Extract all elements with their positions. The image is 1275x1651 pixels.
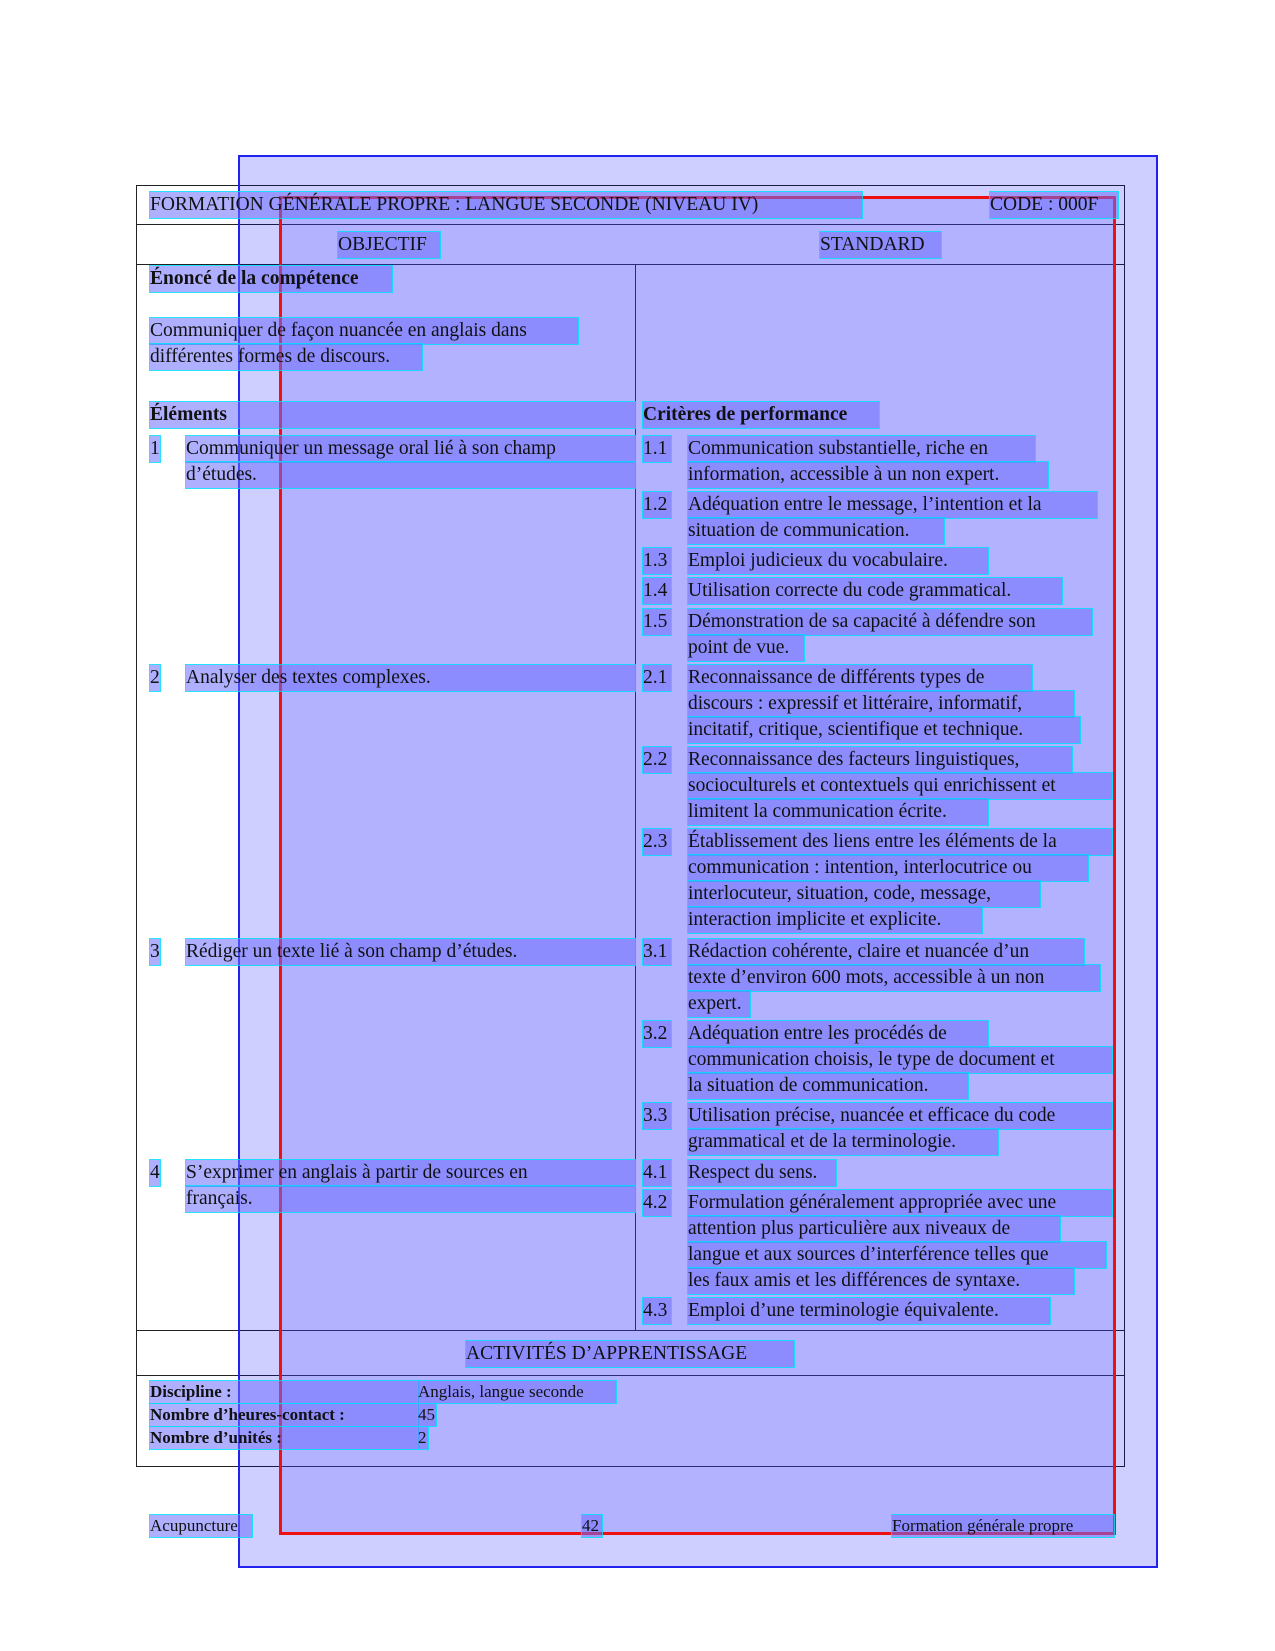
discipline-label: Discipline : — [150, 1381, 418, 1403]
element-3-line-1: Rédiger un texte lié à son champ d’études. — [186, 939, 635, 965]
critere-2-3-line-3: interlocuteur, situation, code, message, — [688, 881, 1040, 907]
critere-4-2-line-2: attention plus particulière aux niveaux de — [688, 1216, 1060, 1242]
critere-3-2-num: 3.2 — [643, 1021, 671, 1047]
footer-page-number: 42 — [582, 1515, 602, 1537]
unites-label: Nombre d’unités : — [150, 1427, 418, 1449]
column-standard: STANDARD — [820, 232, 941, 258]
element-1-line-2: d’études. — [186, 462, 635, 488]
critere-2-3-line-4: interaction implicite et explicite. — [688, 907, 982, 933]
critere-3-1-num: 3.1 — [643, 939, 671, 965]
critere-4-2-line-1: Formulation généralement appropriée avec une — [688, 1190, 1112, 1216]
critere-2-3-line-1: Établissement des liens entre les éléments de la — [688, 829, 1112, 855]
critere-4-2-line-4: les faux amis et les différences de syntaxe. — [688, 1268, 1074, 1294]
discipline-value: Anglais, langue seconde — [418, 1381, 616, 1403]
enonce-line-2: différentes formes de discours. — [150, 344, 422, 370]
element-4-line-1: S’exprimer en anglais à partir de sources en — [186, 1160, 635, 1186]
element-2-line-1: Analyser des textes complexes. — [186, 665, 635, 691]
critere-3-3-line-2: grammatical et de la terminologie. — [688, 1129, 998, 1155]
critere-4-2-num: 4.2 — [643, 1190, 671, 1216]
elements-heading: Éléments — [150, 402, 635, 428]
enonce-line-1: Communiquer de façon nuancée en anglais dans — [150, 318, 578, 344]
heures-value: 45 — [418, 1405, 435, 1424]
element-4-line-2: français. — [186, 1186, 635, 1212]
activites-heading: ACTIVITÉS D’APPRENTISSAGE — [466, 1341, 794, 1367]
element-1-num: 1 — [150, 436, 160, 462]
critere-3-2-line-3: la situation de communication. — [688, 1073, 968, 1099]
critere-1-3-line-1: Emploi judicieux du vocabulaire. — [688, 548, 988, 574]
enonce-heading: Énoncé de la compétence — [150, 266, 392, 292]
footer-left: Acupuncture — [150, 1515, 252, 1537]
critere-4-1-line-1: Respect du sens. — [688, 1160, 836, 1186]
critere-1-4-num: 1.4 — [643, 578, 671, 604]
critere-2-2-num: 2.2 — [643, 747, 671, 773]
critere-1-2-line-2: situation de communication. — [688, 518, 944, 544]
critere-1-5-line-2: point de vue. — [688, 635, 804, 661]
critere-1-1-line-1: Communication substantielle, riche en — [688, 436, 1035, 462]
critere-2-2-line-3: limitent la communication écrite. — [688, 799, 988, 825]
critere-2-2-line-1: Reconnaissance des facteurs linguistiques, — [688, 747, 1072, 773]
element-4-num: 4 — [150, 1160, 160, 1186]
critere-1-5-line-1: Démonstration de sa capacité à défendre son — [688, 609, 1092, 635]
element-3-num: 3 — [150, 939, 160, 965]
critere-4-2-line-3: langue et aux sources d’interférence telles que — [688, 1242, 1106, 1268]
footer-right: Formation générale propre — [892, 1515, 1114, 1537]
critere-2-1-line-1: Reconnaissance de différents types de — [688, 665, 1032, 691]
critere-3-2-line-2: communication choisis, le type de document et — [688, 1047, 1112, 1073]
critere-1-1-line-2: information, accessible à un non expert. — [688, 462, 1048, 488]
critere-2-1-num: 2.1 — [643, 665, 671, 691]
critere-1-1-num: 1.1 — [643, 436, 671, 462]
critere-2-1-line-3: incitatif, critique, scientifique et technique. — [688, 717, 1080, 743]
heures-label: Nombre d’heures-contact : — [150, 1404, 418, 1426]
element-2-num: 2 — [150, 665, 160, 691]
critere-3-3-line-1: Utilisation précise, nuancée et efficace du code — [688, 1103, 1112, 1129]
unites-value: 2 — [418, 1428, 427, 1447]
critere-3-1-line-1: Rédaction cohérente, claire et nuancée d’un — [688, 939, 1084, 965]
critere-3-3-num: 3.3 — [643, 1103, 671, 1129]
critere-1-2-line-1: Adéquation entre le message, l’intention et la — [688, 492, 1097, 518]
critere-1-5-num: 1.5 — [643, 609, 671, 635]
critere-2-2-line-2: socioculturels et contextuels qui enrichissent et — [688, 773, 1112, 799]
critere-4-1-num: 4.1 — [643, 1160, 671, 1186]
critere-4-3-line-1: Emploi d’une terminologie équivalente. — [688, 1298, 1050, 1324]
critere-1-3-num: 1.3 — [643, 548, 671, 574]
critere-2-3-line-2: communication : intention, interlocutrice ou — [688, 855, 1088, 881]
critere-1-2-num: 1.2 — [643, 492, 671, 518]
critere-3-2-line-1: Adéquation entre les procédés de — [688, 1021, 988, 1047]
element-1-line-1: Communiquer un message oral lié à son champ — [186, 436, 635, 462]
critere-4-3-num: 4.3 — [643, 1298, 671, 1324]
critere-3-1-line-3: expert. — [688, 991, 750, 1017]
criteres-heading: Critères de performance — [643, 402, 879, 428]
critere-2-3-num: 2.3 — [643, 829, 671, 855]
critere-1-4-line-1: Utilisation correcte du code grammatical. — [688, 578, 1062, 604]
page-title: FORMATION GÉNÉRALE PROPRE : LANGUE SECONDE (NIVEAU IV) — [150, 192, 862, 218]
course-code: CODE : 000F — [990, 192, 1118, 218]
column-objectif: OBJECTIF — [338, 232, 440, 258]
critere-2-1-line-2: discours : expressif et littéraire, informatif, — [688, 691, 1074, 717]
critere-3-1-line-2: texte d’environ 600 mots, accessible à un non — [688, 965, 1100, 991]
